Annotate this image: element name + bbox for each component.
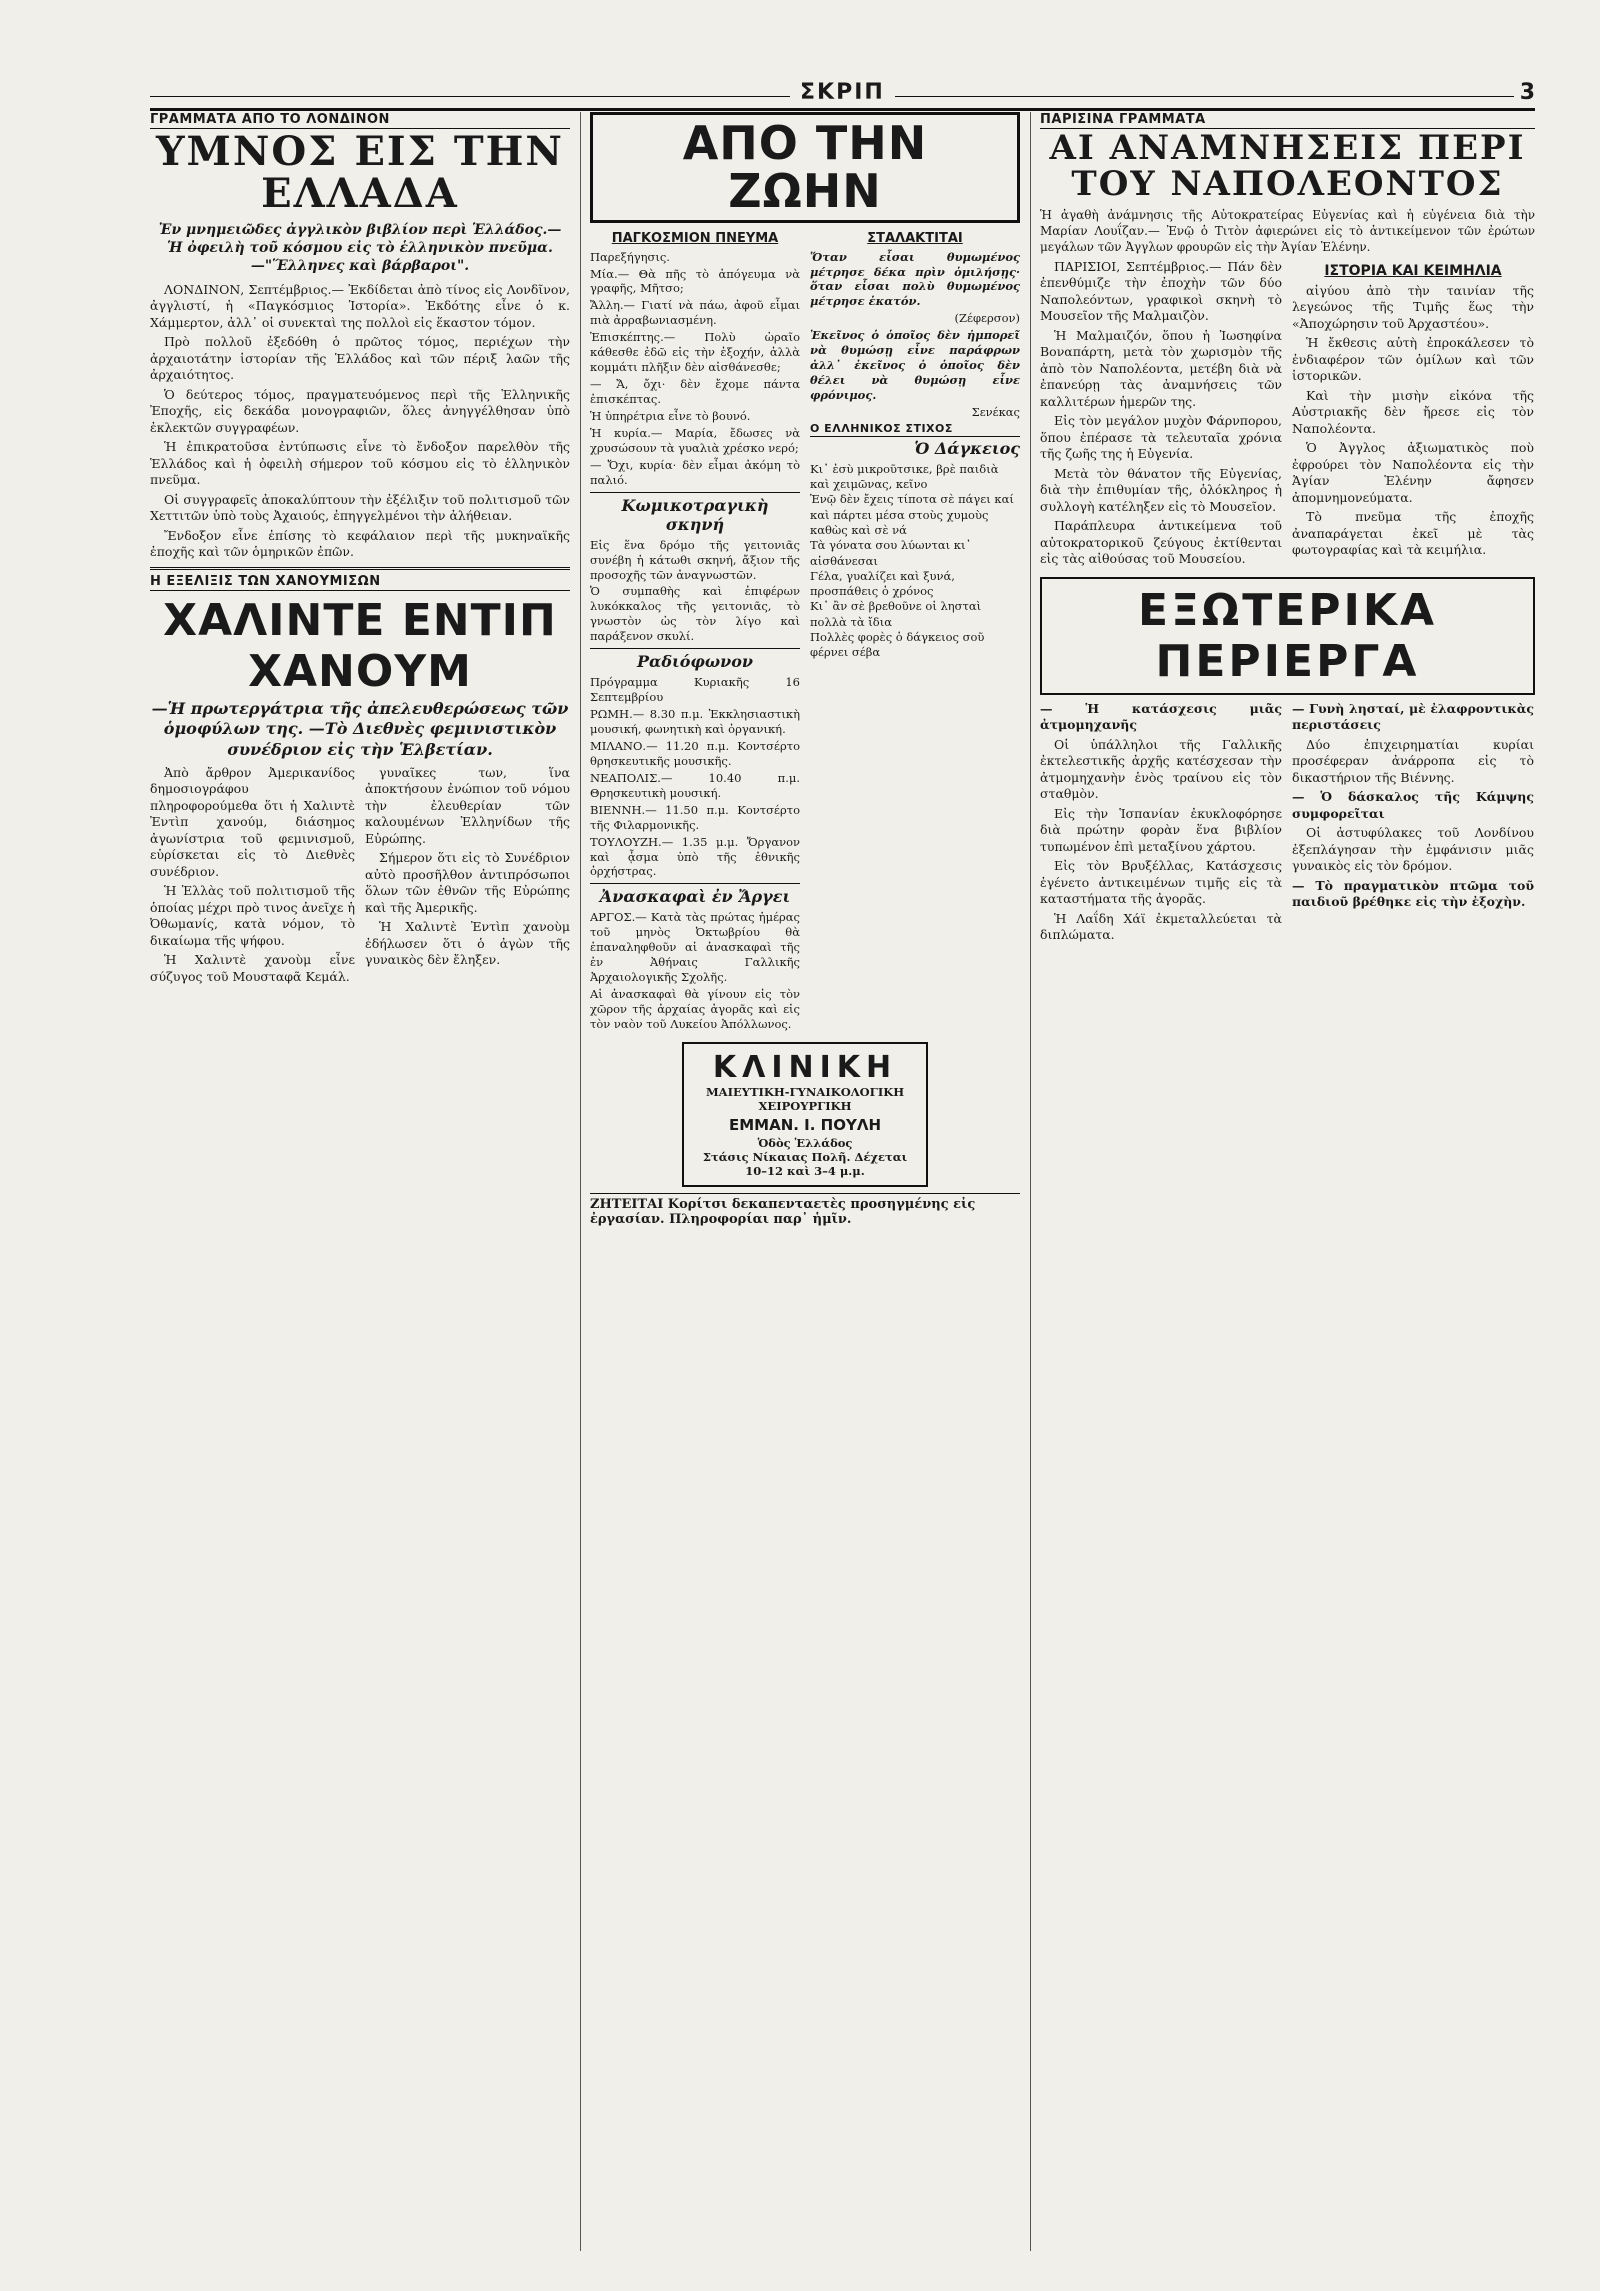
joke-line: Ἡ κυρία.— Μαρία, ἔδωσες νὰ χρυσώσουν τὰ γυαλιὰ χρέσκο νερό;: [590, 425, 800, 455]
joke-line: — Ὄχι, κυρία· δὲν εἶμαι ἀκόμη τὸ παλιό.: [590, 457, 800, 487]
subsection-title: Κωμικοτραγικὴ σκηνή: [590, 492, 800, 534]
subsection-title: Ραδιόφωνον: [590, 648, 800, 671]
joke-line: Παρεξήγησις.: [590, 249, 670, 264]
article-paragraph: Αἱ ἀνασκαφαὶ θὰ γίνουν εἰς τὸν χῶρον τῆς ἀρχαίας ἀγορᾶς καὶ εἰς τὸν ναὸν τοῦ Λυκείου Ἀπόλλωνος.: [590, 987, 800, 1031]
page-number: 3: [1514, 80, 1535, 105]
article-paragraph: Ἡ Μαλμαιζόν, ὅπου ἡ Ἰωσηφίνα Βοναπάρτη, μετὰ τὸν χωρισμὸν τῆς ἀπὸ τὸν Ναπολέοντα, μετέβη διὰ νὰ ἐπανεύρῃ τὰς ἀναμνήσεις τῶν καλλιτέρων ἡμερῶν της.: [1040, 327, 1282, 409]
masthead: [150, 80, 1535, 111]
article-paragraph: Ἡ Ἑλλὰς τοῦ πολιτισμοῦ τῆς ὁποίας μέχρι πρὸ τινος ἀνεῖχε ἡ Ὀθωμανίς, κατὰ νόμον, τὸ δικαίωμα τῆς ψήφου.: [150, 883, 355, 948]
ad-title: ΚΛΙΝΙΚΗ: [712, 1049, 898, 1085]
article-paragraph: Σήμερον ὅτι εἰς τὸ Συνέδριον αὐτὸ προσῆλθον ἀντιπρόσωποι ὅλων τῶν ἐθνῶν τῆς Εὐρώπης καὶ τῆς Ἀμερικῆς.: [365, 850, 570, 915]
headline: ΑΙ ΑΝΑΜΝΗΣΕΙΣ ΠΕΡΙ ΤΟΥ ΝΑΠΟΛΕΟΝΤΟΣ: [1049, 128, 1526, 204]
radio-line: ΜΙΛΑΝΟ.— 11.20 π.μ. Κοντσέρτο θρησκευτικῆς μουσικῆς.: [590, 738, 800, 768]
poem-line: Ἐνῷ δὲν ἔχεις τίποτα σὲ πάγει καί: [810, 492, 1014, 507]
article-paragraph: Εἰς ἕνα δρόμο τῆς γειτονιᾶς συνέβη ἡ κάτωθι σκηνή, ἄξιον τῆς προσοχῆς τῶν ἀναγνωστῶν.: [590, 537, 800, 582]
item-title: — Τὸ πραγματικὸν πτῶμα τοῦ παιδιοῦ βρέθηκε εἰς τὴν ἐξοχὴν.: [1292, 877, 1534, 910]
article-paragraph: Ἡ ἔκθεσις αὐτὴ ἐπροκάλεσεν τὸ ἐνδιαφέρον τῶν ὁμίλων καὶ τῶν ἱστορικῶν.: [1292, 335, 1534, 384]
poem-line: Τὰ γόνατα σου λύωνται κι᾽ αἰσθάνεσαι: [810, 538, 972, 568]
section-rule: [150, 567, 570, 570]
article-paragraph: ΑΡΓΟΣ.— Κατὰ τὰς πρώτας ἡμέρας τοῦ μηνὸς Ὀκτωβρίου θὰ ἐπαναληφθοῦν αἱ ἀνασκαφαὶ τῆς ἐν Ἀθήναις Γαλλικῆς Ἀρχαιολογικῆς Σχολῆς.: [590, 910, 800, 985]
article-paragraph: Δύο ἐπιχειρηματίαι κυρίαι προσέφεραν ἀνάρροπα εἰς τὸ δικαστήριον τῆς Βιέννης.: [1292, 736, 1534, 785]
article-columns: [150, 765, 570, 989]
article-paragraph: Ἔνδοξον εἶνε ἐπίσης τὸ κεφάλαιον περὶ τῆς μυκηναϊκῆς ἐποχῆς καὶ τῶν ὁμηρικῶν ἐπῶν.: [150, 527, 570, 560]
column-divider: [580, 112, 581, 2251]
subheadline: —Ἡ πρωτεργάτρια τῆς ἀπελευθερώσεως τῶν ὁμοφύλων της. —Τὸ Διεθνὲς φεμινιστικὸν συνέδριον εἰς τὴν Ἑλβετίαν.: [151, 698, 569, 760]
classified-ad: ΖΗΤΕΙΤΑΙ Κορίτσι δεκαπενταετὲς προσηγμένης εἰς ἐργασίαν. Πληροφορίαι παρ᾽ ἡμῖν.: [590, 1193, 1020, 1227]
article-paragraph: Ὁ δεύτερος τόμος, πραγματευόμενος περὶ τῆς Ἑλληνικῆς Ἐποχῆς, εἰς δεκάδα μονογραφιῶν, ὅλες ἀνηγγέλθησαν ὑπὸ ἐκλεκτῶν συγγραφέων.: [150, 386, 570, 435]
section-title: ΑΠΟ ΤΗΝ ΖΩΗΝ: [682, 116, 928, 219]
poem-title: Ὁ Δάγκειος: [914, 438, 1020, 458]
quote-author: (Ζέφερσον): [954, 311, 1020, 326]
ad-doctor: ΕΜΜΑΝ. Ι. ΠΟΥΛΗ: [728, 1115, 881, 1134]
poem-line: Γέλα, γυαλίζει καὶ ξυνά, προσπάθεις ὁ χρόνος: [810, 568, 955, 599]
section-kicker: Η ΕΞΕΛΙΞΙΣ ΤΩΝ ΧΑΝΟΥΜΙΣΩΝ: [150, 574, 570, 591]
article-paragraph: Οἱ ὑπάλληλοι τῆς Γαλλικῆς ἐκτελεστικῆς ἀρχῆς κατέσχεσαν τὴν ἀτμομηχανὴν ἑνὸς τραίνου εἰς τὸν σταθμὸν.: [1040, 736, 1282, 802]
poem-line: Κι᾽ ἐσὺ μικροῦτσικε, βρὲ παιδιὰ καὶ χειμῶνας, κεῖνο: [810, 461, 999, 492]
column-middle: [590, 112, 1020, 2251]
article-columns: [1040, 701, 1535, 947]
article-paragraph: Οἱ ἀστυφύλακες τοῦ Λονδίνου ἐξεπλάγησαν τὴν ἐμφάνισιν μιᾶς γυναικὸς εἰς τὸν δρόμον.: [1292, 825, 1534, 874]
article-paragraph: Εἰς τὸν μεγάλον μυχὸν Φάρνπορου, ὅπου ἐπέρασε τὰ τελευταῖα χρόνια τῆς ζωῆς της ἡ Εὐγενία.: [1040, 413, 1282, 462]
ad-line: ΧΕΙΡΟΥΡΓΙΚΗ: [758, 1099, 852, 1114]
joke-line: — Ἄ, ὄχι· δὲν ἔχομε πάντα ἐπισκέπτας.: [590, 377, 800, 407]
article-paragraph: Ἡ ἐπικρατοῦσα ἐντύπωσις εἶνε τὸ ἔνδοξον παρελθὸν τῆς Ἑλλάδος καὶ ἡ ὀφειλὴ σήμερον τοῦ κόσμου εἰς τὸ ἑλληνικὸν πνεῦμα.: [150, 439, 570, 488]
article-paragraph: Παράπλευρα ἀντικείμενα τοῦ αὐτοκρατορικοῦ ζεύγους ἐκτίθενται εἰς τὰς αἰθούσας τοῦ Μουσείου.: [1040, 518, 1282, 567]
radio-line: ΤΟΥΛΟΥΖΗ.— 1.35 μ.μ. Ὄργανον καὶ ᾆσμα ὑπὸ τῆς ἐθνικῆς ὀρχήστρας.: [590, 834, 800, 879]
item-title: — Γυνὴ λησταί, μὲ ἐλαφροντικὰς περιστάσεις: [1292, 700, 1534, 733]
item-title: — Ὁ δάσκαλος τῆς Κάμψης συμφορεῖται: [1292, 789, 1534, 821]
article-paragraph: Εἰς τὴν Ἱσπανίαν ἐκυκλοφόρησε διὰ πρώτην φορὰν ἕνα βιβλίον τυπωμένον ἐπὶ μεταξίνου χάρτου.: [1040, 805, 1282, 854]
clinic-advertisement: [682, 1042, 928, 1187]
article-paragraph: Τὸ πνεῦμα τῆς ἐποχῆς ἀναπαράγεται ἐκεῖ μὲ τὰς φωτογραφίας καὶ τὰ κειμήλια.: [1292, 509, 1534, 558]
article-paragraph: Εἰς τὸν Βρυξέλλας, Κατάσχεσις ἐγένετο ἀντικειμένων τιμῆς εἰς τὰ καταστήματα τῆς ἀγορᾶς.: [1040, 858, 1282, 907]
article-paragraph: Ὁ συμπαθὴς καὶ ἐπιφέρων λυκόκκαλος τῆς γειτονιᾶς, τὸ γνωστὸν ὡς τὸν λίγο καὶ παράξενον σκυλί.: [590, 584, 800, 644]
article-paragraph: Ἡ Λαΐδη Χάϊ ἐκμεταλλεύεται τὰ διπλώματα.: [1040, 910, 1282, 943]
section-kicker: ΓΡΑΜΜΑΤΑ ΑΠΟ ΤΟ ΛΟΝΔΙΝΟΝ: [150, 112, 570, 129]
headline: ΥΜΝΟΣ ΕΙΣ ΤΗΝ ΕΛΛΑΔΑ: [156, 128, 564, 217]
article-paragraph: ΠΑΡΙΣΙΟΙ, Σεπτέμβριος.— Πάν δὲν ἐπενθύμιζε τὴν ἐποχὴν τῶν δύο Ναπολεόντων, γραφικοὶ σκηνὴ τὸ Μουσεῖον τῆς Μαλμαιζὸν.: [1040, 258, 1282, 324]
radio-line: ΡΩΜΗ.— 8.30 π.μ. Ἐκκλησιαστικὴ μουσική, φωνητικὴ καὶ ὀργανική.: [590, 707, 800, 737]
quote-author: Σενέκας: [971, 404, 1020, 419]
subsection-title: ΠΑΓΚΟΣΜΙΟΝ ΠΝΕΥΜΑ: [611, 230, 779, 246]
ad-address: Ὁδὸς Ἑλλάδος: [757, 1135, 853, 1150]
joke-line: Ἡ ὑπηρέτρια εἶνε τὸ βουνό.: [590, 408, 751, 423]
article-paragraph: Μετὰ τὸν θάνατον τῆς Εὐγενίας, διὰ τὴν ἐπιθυμίαν τῆς, ὁλόκληρος ἡ συλλογὴ κατέληξεν εἰς τὸ Μουσεῖον.: [1040, 465, 1282, 514]
poem-line: καὶ πάρτει μέσα στοὺς χυμοὺς καθὼς καὶ σὲ νά: [810, 507, 989, 538]
subheadline: Ἐν μνημειῶδες ἀγγλικὸν βιβλίον περὶ Ἑλλάδος.—Ἡ ὀφειλὴ τοῦ κόσμου εἰς τὸ ἑλληνικὸν πνεῦμα.—"Ἕλληνες καὶ βάρβαροι".: [158, 222, 562, 275]
column-left: [150, 112, 570, 2251]
section-banner: [590, 112, 1020, 223]
article-paragraph: Ἡ Χαλιντὲ χανοὺμ εἶνε σύζυγος τοῦ Μουσταφᾶ Κεμάλ.: [150, 952, 355, 984]
article-paragraph: Καὶ τὴν μισὴν εἰκόνα τῆς Αὐστριακῆς δὲν ἤρεσε εἰς τὸν Ναπολέοντα.: [1292, 387, 1534, 436]
subsection-title: Ἀνασκαφαὶ ἐν Ἄργει: [590, 883, 800, 906]
radio-line: ΒΙΕΝΝΗ.— 11.50 π.μ. Κοντσέρτο τῆς Φιλαρμονικῆς.: [590, 802, 800, 832]
subsection-title: ΣΤΑΛΑΚΤΙΤΑΙ: [867, 230, 963, 246]
radio-line: ΝΕΑΠΟΛΙΣ.— 10.40 π.μ. Θρησκευτικὴ μουσική.: [590, 770, 800, 800]
ad-line: ΜΑΙΕΥΤΙΚΗ-ΓΥΝΑΙΚΟΛΟΓΙΚΗ: [705, 1084, 905, 1099]
poem-line: Πολλὲς φορὲς ὁ δάγκειος σοῦ φέρνει σέβα: [810, 630, 985, 660]
article-columns: [1040, 259, 1535, 571]
radio-line: Πρόγραμμα Κυριακῆς 16 Σεπτεμβρίου: [590, 675, 800, 705]
headline: ΧΑΛΙΝΤΕ ΕΝΤΙΠ ΧΑΝΟΥΜ: [163, 594, 557, 697]
lead-paragraph: Ἡ ἀγαθὴ ἀνάμνησις τῆς Αὐτοκρατείρας Εὐγενίας καὶ ἡ εὐγένεια διὰ τὴν Μαρίαν Λουΐζαν.— Ἐνῷ ὁ Τιτὸν ἀφιερώνει εἰς τὸ ἀντικείμενον τῶν ἐρώτων μεγάλων τῶν Ἀγγλων φρουρῶν εἰς τὴν Ἁγίαν Ἑλένην.: [1040, 208, 1535, 255]
headline: ΕΞΩΤΕΡΙΚΑ ΠΕΡΙΕΡΓΑ: [1040, 577, 1535, 695]
column-right: [1040, 112, 1535, 2251]
article-paragraph: αἰγύου ἀπὸ τὴν ταινίαν τῆς λεγεώνος τῆς Τιμῆς ἕως τὴν «Ἀποχώρησιν τοῦ Ἀρχαστέου».: [1292, 282, 1534, 331]
article-paragraph: ΛΟΝΔΙΝΟΝ, Σεπτέμβριος.— Ἐκδίδεται ἀπὸ τίνος εἰς Λονδῖνον, ἀγγλιστί, ἡ «Παγκόσμιος Ἱστορία». Ἐκδότης εἶνε ὁ κ. Χάμμερτον, ἀλλ᾽ οἱ συνεκταὶ της πολλοὶ εἰς ἕκαστον τόμον.: [150, 281, 570, 330]
subsections: [590, 229, 1020, 1034]
article-paragraph: Ἀπὸ ἄρθρον Ἀμερικανίδος δημοσιογράφου πληροφορούμεθα ὅτι ἡ Χαλιντὲ Ἐντὶπ χανούμ, διάσημος ἀγωνίστρια τοῦ φεμινισμοῦ, εὑρίσκεται εἰς τὸ Διεθνὲς συνέδριον.: [150, 764, 355, 879]
poem-line: Κι᾽ ἂν σὲ βρεθοῦνε οἱ λησταὶ πολλὰ τὰ ἴδια: [810, 599, 982, 629]
article-paragraph: Ἡ Χαλιντὲ Ἐντὶπ χανοὺμ ἐδήλωσεν ὅτι ὁ ἀγὼν τῆς γυναικὸς δὲν ἔληξεν.: [365, 919, 570, 968]
section-kicker: Ο ΕΛΛΗΝΙΚΟΣ ΣΤΙΧΟΣ: [810, 422, 1020, 437]
item-title: — Ἡ κατάσχεσις μιᾶς ἀτμομηχανῆς: [1040, 700, 1282, 733]
joke-line: Ἄλλη.— Γιατί νὰ πάω, ἀφοῦ εἶμαι πιὰ ἀρραβωνιασμένη.: [590, 298, 800, 328]
quote: Ὅταν εἶσαι θυμωμένος μέτρησε δέκα πρὶν ὁμιλήσῃς· ὅταν εἶσαι πολὺ θυμωμένος μέτρησε ἑκατόν.: [810, 249, 1020, 309]
article-paragraph: γυναῖκες των, ἵνα ἀποκτήσουν ἐνώπιον τοῦ νόμου τὴν ἐλευθερίαν τῶν καλουμένων Ἑλληνίδων τῆς Εὐρώπης.: [365, 764, 570, 846]
quote: Ἐκεῖνος ὁ ὁποῖος δὲν ἠμπορεῖ νὰ θυμώσῃ εἶνε παράφρων ἀλλ᾽ ἐκεῖνος ὁ ὁποῖος δὲν θέλει νὰ θυμώσῃ εἶνε φρόνιμος.: [810, 328, 1020, 403]
subsection-title: ΙΣΤΟΡΙΑ ΚΑΙ ΚΕΙΜΗΛΙΑ: [1324, 262, 1502, 279]
section-kicker: ΠΑΡΙΣΙΝΑ ΓΡΑΜΜΑΤΑ: [1040, 112, 1535, 129]
masthead-title: ΣΚΡΙΠ: [790, 80, 895, 105]
joke-line: Ἐπισκέπτης.— Πολὺ ὡραῖο κάθεσθε ἐδῶ εἰς τὴν ἐξοχήν, ἀλλὰ κομμάτι πλῆξιν δὲν αἰσθάνεσθε;: [590, 330, 800, 375]
article-paragraph: Πρὸ πολλοῦ ἐξεδόθη ὁ πρῶτος τόμος, περιέχων τὴν ἀρχαιοτάτην ἱστορίαν τῆς Ἑλλάδος καὶ τῶν πέριξ λαῶν τῆς ἀρχαιότητος.: [150, 334, 570, 383]
joke-line: Μία.— Θὰ πῆς τὸ ἀπόγευμα νὰ γραφῆς, Μῆτσο;: [590, 266, 800, 296]
ad-hours: Στάσις Νίκαιας Πολῆ. Δέχεται 10–12 καὶ 3–4 μ.μ.: [702, 1150, 908, 1179]
column-divider: [1030, 112, 1031, 2251]
article-paragraph: Ὁ Ἀγγλος ἀξιωματικὸς ποὺ ἐφρούρει τὸν Ναπολέοντα εἰς τὴν Ἁγίαν Ἑλένην ἄφησεν ἀπομνημονεύματα.: [1292, 440, 1534, 505]
article-paragraph: Οἱ συγγραφεῖς ἀποκαλύπτουν τὴν ἐξέλιξιν τοῦ πολιτισμοῦ τῶν Χεττιτῶν ὑπὸ τοὺς Ἀχαιούς, ἐπηγγελμένοι τὴν ἀλήθειαν.: [150, 491, 570, 524]
